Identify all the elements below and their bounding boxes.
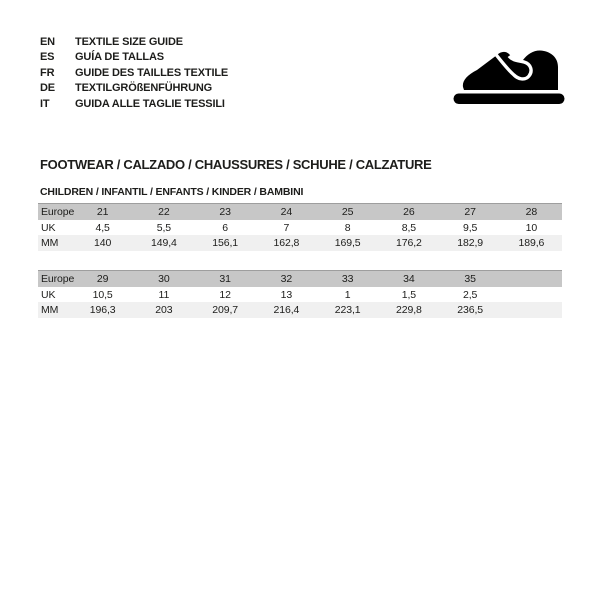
row-label: MM (41, 304, 59, 317)
size-cell: 33 (341, 272, 354, 285)
size-cell: 11 (158, 288, 170, 301)
table-row-europe (38, 270, 562, 287)
size-cell: 4,5 (95, 221, 110, 234)
row-label: UK (41, 288, 56, 301)
language-label: TEXTILE SIZE GUIDE (75, 35, 183, 48)
size-cell: 34 (403, 272, 415, 285)
table-row-mm (38, 235, 562, 251)
language-code: EN (40, 35, 55, 48)
size-cell: 12 (219, 288, 231, 301)
language-list (40, 34, 228, 112)
size-cell: 22 (158, 205, 170, 218)
size-cell: 203 (155, 304, 173, 317)
size-cell: 32 (280, 272, 293, 285)
size-cell: 1,5 (401, 288, 417, 301)
size-cell: 9,5 (462, 221, 478, 234)
size-cell: 236,5 (457, 304, 484, 317)
size-cell: 6 (222, 221, 228, 234)
size-cell: 2,5 (462, 288, 478, 301)
language-label: GUÍA DE TALLAS (75, 51, 164, 64)
row-label: Europe (41, 272, 75, 285)
size-cell: 8 (344, 221, 351, 234)
shoe-icon (453, 41, 565, 104)
language-label: GUIDA ALLE TAGLIE TESSILI (75, 97, 225, 110)
language-row-es (40, 50, 228, 66)
size-table-children-21-28 (38, 203, 562, 251)
size-cell: 223,1 (334, 304, 361, 317)
size-cell: 28 (525, 205, 538, 218)
size-cell: 5,5 (156, 221, 172, 234)
language-code: ES (40, 51, 55, 64)
table-row-uk (38, 220, 562, 236)
language-row-it (40, 96, 228, 112)
row-label: Europe (41, 205, 75, 218)
language-code: FR (40, 66, 55, 79)
section-subtitle: CHILDREN / INFANTIL / ENFANTS / KINDER / BAMBINI (40, 186, 304, 198)
language-code: DE (40, 82, 55, 95)
size-cell: 1 (344, 288, 351, 301)
size-cell: 140 (94, 237, 112, 250)
row-label: MM (41, 237, 59, 250)
size-cell: 182,9 (457, 237, 484, 250)
table-row-uk (38, 287, 562, 303)
size-cell: 31 (219, 272, 231, 285)
table-row-europe (38, 203, 562, 220)
size-cell: 26 (403, 205, 415, 218)
row-label: UK (41, 221, 56, 234)
language-row-en (40, 34, 228, 50)
language-code: IT (40, 97, 50, 110)
size-cell: 30 (158, 272, 170, 285)
brand-logo (453, 41, 565, 104)
size-cell: 10 (525, 221, 538, 234)
size-table-children-29-35 (38, 270, 562, 318)
size-cell: 209,7 (212, 304, 239, 317)
section-title: FOOTWEAR / CALZADO / CHAUSSURES / SCHUHE / CALZATURE (40, 157, 432, 172)
table-row-mm (38, 302, 562, 318)
size-cell: 8,5 (401, 221, 417, 234)
language-label: TEXTILGRÖßENFÜHRUNG (75, 82, 213, 95)
size-cell: 35 (464, 272, 476, 285)
size-cell: 23 (219, 205, 231, 218)
size-cell: 162,8 (273, 237, 300, 250)
size-cell: 149,4 (150, 237, 177, 250)
size-cell: 176,2 (395, 237, 422, 250)
size-cell: 7 (283, 221, 290, 234)
size-cell: 196,3 (89, 304, 116, 317)
size-cell: 10,5 (92, 288, 113, 301)
size-cell: 25 (341, 205, 354, 218)
language-label: GUIDE DES TAILLES TEXTILE (75, 66, 229, 79)
size-cell: 21 (96, 205, 109, 218)
language-row-fr (40, 65, 228, 81)
size-cell: 24 (280, 205, 293, 218)
size-cell: 229,8 (395, 304, 422, 317)
size-cell: 29 (96, 272, 109, 285)
language-row-de (40, 81, 228, 97)
size-cell: 27 (464, 205, 476, 218)
size-cell: 156,1 (212, 237, 239, 250)
size-cell: 169,5 (334, 237, 361, 250)
size-cell: 216,4 (273, 304, 300, 317)
size-cell: 189,6 (518, 237, 545, 250)
size-cell: 13 (280, 288, 293, 301)
